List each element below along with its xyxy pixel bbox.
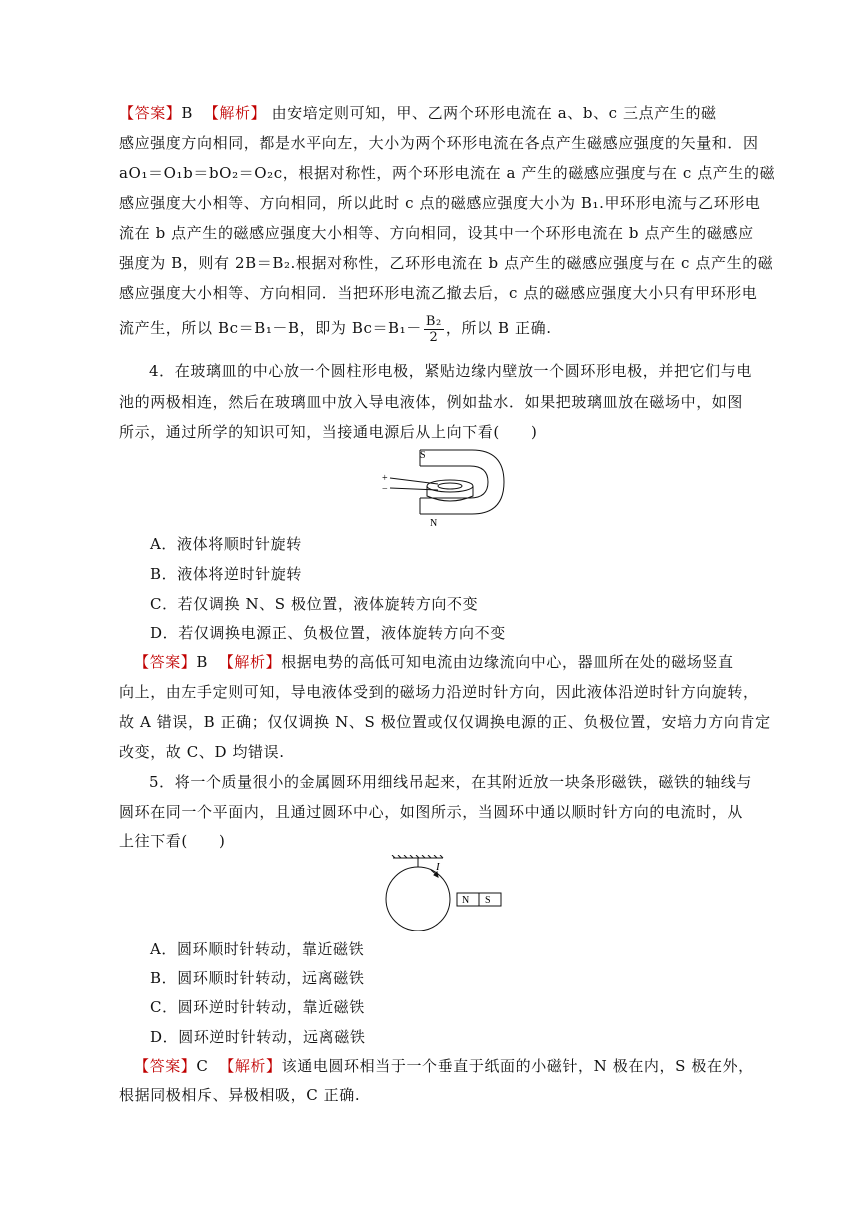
q4-answer-line-1: [134, 652, 756, 672]
q4-analysis-line-2: 向上，由左手定则可知，导电液体受到的磁场力沿逆时针方向，因此液体沿逆时针方向旋转，: [119, 683, 759, 701]
q3-analysis-line-4: 感应强度大小相等、方向相同，所以此时 c 点的磁感应强度大小为 B₁.甲环形电流与乙环形电: [119, 194, 761, 212]
q3-analysis-line-7: 感应强度大小相等、方向相同．当把环形电流乙撤去后，c 点的磁感应强度大小只有甲环形电: [119, 284, 758, 302]
horseshoe-magnet-figure: [380, 446, 510, 536]
q4-option-c: C．若仅调换 N、S 极位置，液体旋转方向不变: [150, 595, 479, 613]
magnet-s-label: S: [485, 895, 491, 906]
minus-terminal-label: −: [382, 484, 388, 495]
magnet-n-label: N: [462, 895, 470, 906]
answer-tag: 【答案】: [119, 104, 182, 122]
q5-stem-line-1: 5．将一个质量很小的金属圆环用细线吊起来，在其附近放一块条形磁铁，磁铁的轴线与: [149, 773, 752, 791]
answer-value: C: [196, 1057, 209, 1075]
q5-option-a: A．圆环顺时针转动，靠近磁铁: [150, 940, 365, 958]
answer-tag: 【答案】: [134, 1057, 197, 1075]
magnet-s-label: S: [420, 450, 426, 461]
fraction-denominator: 2: [429, 329, 439, 345]
q4-stem-line-3: 所示，通过所学的知识可知，当接通电源后从上向下看( ): [119, 423, 538, 441]
analysis-tag: 【解析】: [219, 1057, 282, 1075]
current-label: I: [436, 861, 440, 873]
q3-analysis-line-5: 流在 b 点产生的磁感应强度大小相等、方向相同，设其中一个环形电流在 b 点产生的磁感应: [119, 224, 754, 242]
analysis-tag: 【解析】: [218, 653, 282, 671]
q5-option-b: B．圆环顺时针转动，远离磁铁: [150, 969, 365, 987]
q3-analysis-line-2: 感应强度方向相同，都是水平向左，大小为两个环形电流在各点产生磁感应强度的矢量和．因: [119, 134, 759, 152]
q5-option-d: D．圆环逆时针转动，远离磁铁: [150, 1028, 366, 1046]
q5-stem-line-3: 上往下看( ): [119, 832, 226, 850]
fraction: [424, 314, 444, 345]
q4-analysis-line-3: 故 A 错误，B 正确；仅仅调换 N、S 极位置或仅仅调换电源的正、负极位置，安培力方向肯定: [119, 713, 771, 731]
q4-option-a: A．液体将顺时针旋转: [150, 535, 302, 553]
formula-conclusion: ，所以 B 正确.: [445, 319, 552, 337]
analysis-text: 根据电势的高低可知电流由边缘流向中心，器皿所在处的磁场竖直: [281, 653, 734, 671]
q3-analysis-line-3: aO₁＝O₁b＝bO₂＝O₂c，根据对称性，两个环形电流在 a 产生的磁感应强度与在 c 点产生的磁: [119, 164, 776, 182]
q5-option-c: C．圆环逆时针转动，靠近磁铁: [150, 998, 365, 1016]
analysis-text: 该通电圆环相当于一个垂直于纸面的小磁针，N 极在内，S 极在外，: [281, 1057, 754, 1075]
answer-value: B: [196, 653, 209, 671]
ring-magnet-figure: [385, 855, 505, 931]
q3-answer-line-1: [119, 103, 741, 123]
answer-tag: 【答案】: [134, 653, 197, 671]
fraction-numerator: B₂: [425, 313, 442, 329]
q4-stem-line-2: 池的两极相连，然后在玻璃皿中放入导电液体，例如盐水．如果把玻璃皿放在磁场中，如图: [119, 393, 744, 411]
analysis-text: 由安培定则可知，甲、乙两个环形电流在 a、b、c 三点产生的磁: [271, 104, 717, 122]
q4-option-d: D．若仅调换电源正、负极位置，液体旋转方向不变: [150, 624, 506, 642]
q4-option-b: B．液体将逆时针旋转: [150, 565, 303, 583]
q3-analysis-line-6: 强度为 B，则有 2B＝B₂.根据对称性，乙环形电流在 b 点产生的磁感应强度与在 c 点产生的磁: [119, 254, 774, 272]
q5-answer-line-1: [134, 1056, 756, 1076]
q5-stem-line-2: 圆环在同一个平面内，且通过圆环中心，如图所示，当圆环中通以顺时针方向的电流时，从: [119, 803, 744, 821]
plus-terminal-label: +: [382, 473, 388, 484]
q4-analysis-line-4: 改变，故 C、D 均错误.: [119, 743, 285, 761]
q3-analysis-line-8: [119, 313, 741, 345]
analysis-tag: 【解析】: [203, 104, 267, 122]
answer-value: B: [181, 104, 194, 122]
formula-text: 流产生，所以 Bc＝B₁－B，即为 Bc＝B₁－: [119, 319, 422, 337]
q4-stem-line-1: 4．在玻璃皿的中心放一个圆柱形电极，紧贴边缘内壁放一个圆环形电极，并把它们与电: [149, 362, 752, 380]
magnet-n-label: N: [430, 518, 438, 529]
q5-analysis-line-2: 根据同极相斥、异极相吸，C 正确.: [119, 1086, 361, 1104]
